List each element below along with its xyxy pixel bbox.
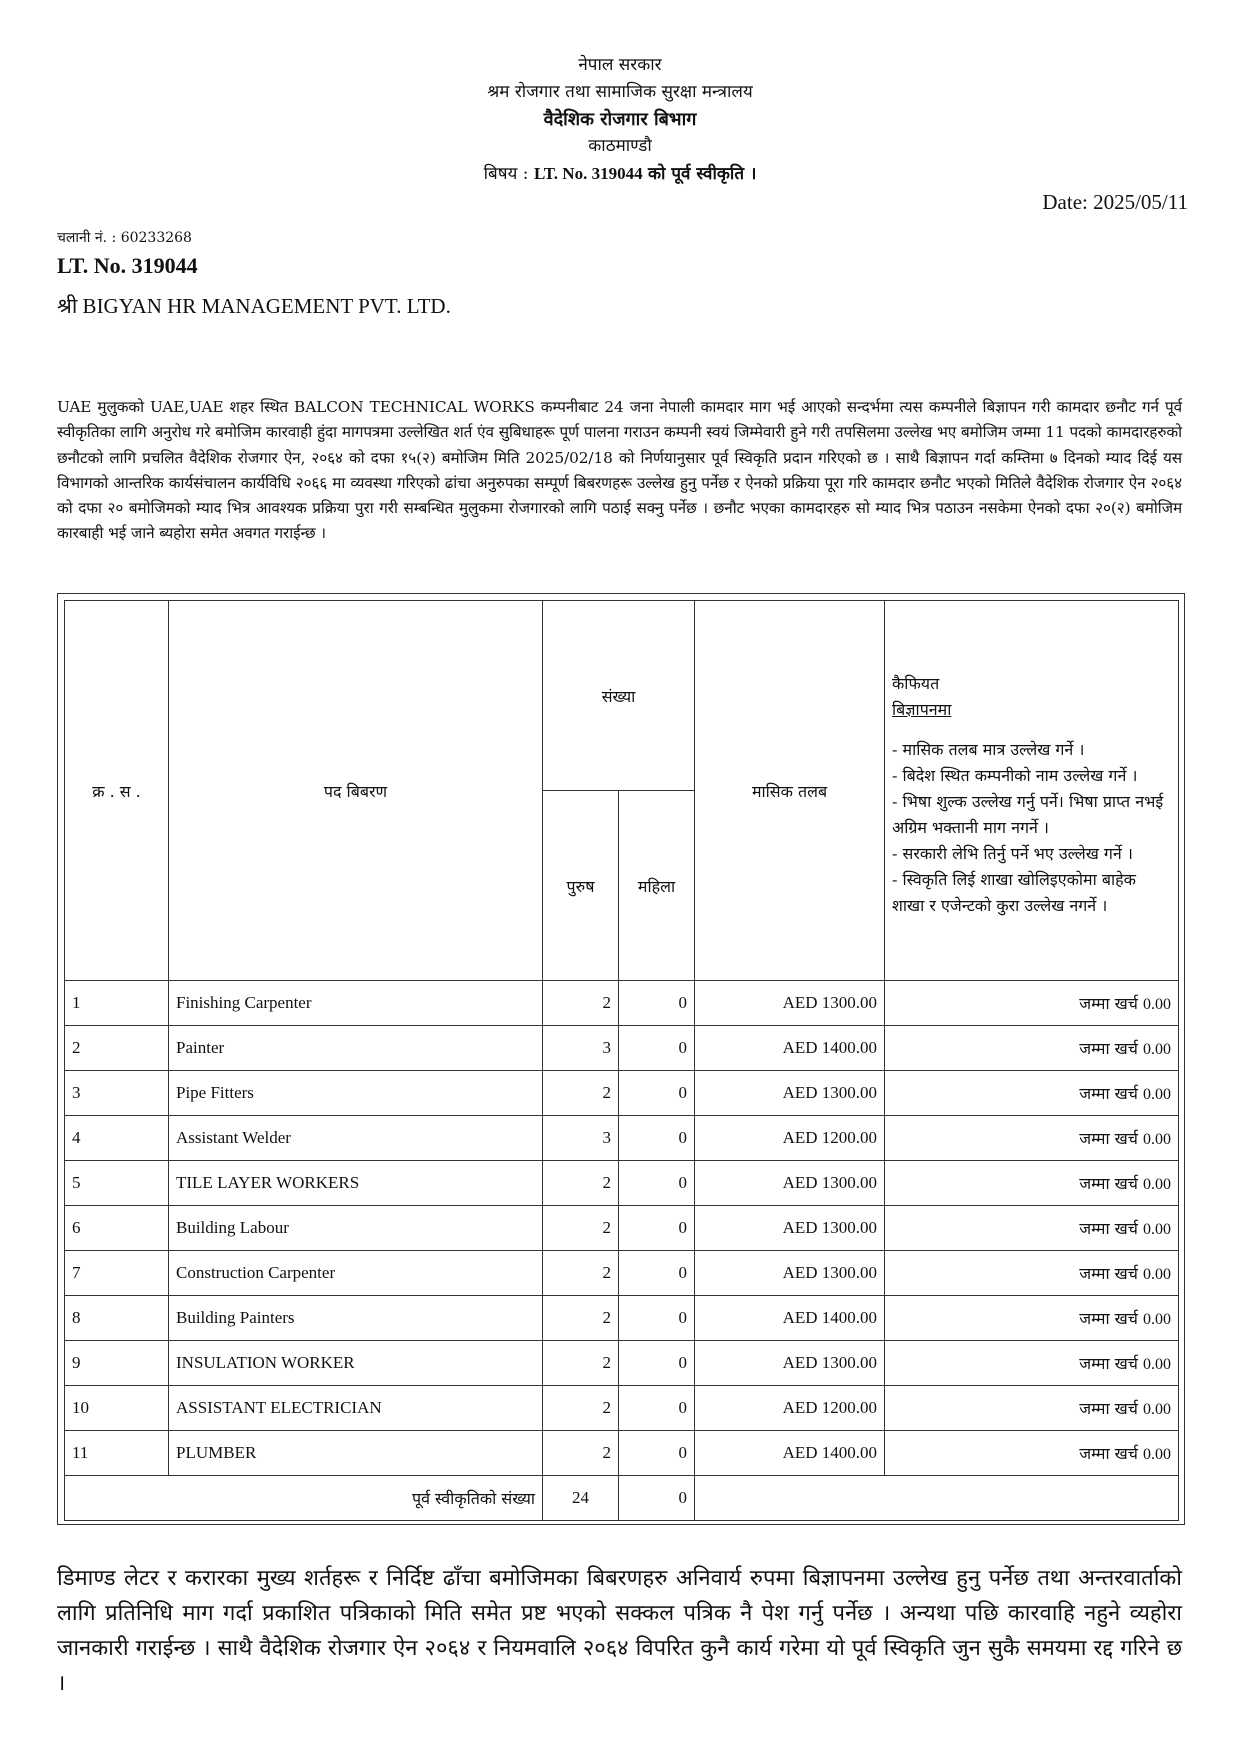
remark-label: जम्मा खर्च (1079, 1399, 1138, 1418)
row-female-count: 0 (619, 1206, 695, 1251)
government-name: नेपाल सरकार (578, 55, 662, 75)
remark-label: जम्मा खर्च (1079, 1444, 1138, 1463)
letter-date: Date: 2025/05/11 (1042, 190, 1188, 214)
remark-amount: 0.00 (1143, 1311, 1172, 1328)
row-female-count: 0 (619, 1296, 695, 1341)
subject-prefix: बिषय : (483, 164, 529, 184)
row-salary: AED 1300.00 (695, 1206, 885, 1251)
row-position: Building Labour (169, 1206, 543, 1251)
remark-amount: 0.00 (1143, 1221, 1172, 1238)
row-salary: AED 1300.00 (695, 1251, 885, 1296)
row-female-count: 0 (619, 1341, 695, 1386)
remark-label: जम्मा खर्च (1079, 1039, 1138, 1058)
remarks-note: - भिषा शुल्क उल्लेख गर्नु पर्ने। भिषा प्राप्त नभई अग्रिम भक्तानी माग नगर्ने । (892, 791, 1164, 837)
row-male-count: 2 (543, 1071, 619, 1116)
header-salary: मासिक तलब (695, 601, 885, 981)
remark-label: जम्मा खर्च (1079, 994, 1138, 1013)
remark-amount: 0.00 (1143, 1401, 1172, 1418)
table-row (65, 1386, 1179, 1431)
table-row (65, 1206, 1179, 1251)
row-salary: AED 1200.00 (695, 1116, 885, 1161)
row-position: TILE LAYER WORKERS (169, 1161, 543, 1206)
demand-table (64, 600, 1179, 1521)
row-salary: AED 1400.00 (695, 1026, 885, 1071)
remark-label: जम्मा खर्च (1079, 1354, 1138, 1373)
table-total-row (65, 1476, 1179, 1521)
remark-label: जम्मा खर्च (1079, 1084, 1138, 1103)
footer-paragraph: डिमाण्ड लेटर र करारका मुख्य शर्तहरू र निर्दिष्ट ढाँचा बमोजिमका बिबरणहरु अनिवार्य रुपमा बिज्ञापनमा उल्लेख हुनु पर्नेछ तथा अन्तरवार्ताको लागि प्रतिनिधि माग गर्दा प्रकाशित पत्रिकाको मिति समेत प्रष्ट भएको सक्कल पत्रिक नै पेश गर्नु पर्नेछ । अन्यथा पछि कारवाहि नहुने व्यहोरा जानकारी गराईन्छ । साथै वैदेशिक रोजगार ऐन २०६४ र नियमवालि २०६४ विपरित कुनै कार्य गरेमा यो पूर्व स्विकृति जुन सुकै समयमा रद्द गरिने छ । (57, 1566, 1182, 1696)
row-female-count: 0 (619, 1251, 695, 1296)
row-serial: 4 (65, 1116, 169, 1161)
row-remark (885, 1206, 1179, 1251)
row-serial: 3 (65, 1071, 169, 1116)
total-label: पूर्व स्वीकृतिको संख्या (65, 1476, 543, 1521)
remark-label: जम्मा खर्च (1079, 1309, 1138, 1328)
remarks-notes (892, 737, 1171, 919)
total-empty-cell (695, 1476, 1179, 1521)
row-position: Construction Carpenter (169, 1251, 543, 1296)
header-male: पुरुष (543, 791, 619, 981)
row-male-count: 2 (543, 1386, 619, 1431)
row-remark (885, 1341, 1179, 1386)
row-male-count: 2 (543, 1431, 619, 1476)
row-female-count: 0 (619, 1026, 695, 1071)
demand-table-frame (57, 593, 1185, 1525)
table-row (65, 1116, 1179, 1161)
row-remark (885, 1116, 1179, 1161)
row-salary: AED 1300.00 (695, 1341, 885, 1386)
city-name: काठमाण्डौ (588, 136, 652, 156)
row-remark (885, 1251, 1179, 1296)
row-salary: AED 1300.00 (695, 981, 885, 1026)
recipient-name: श्री BIGYAN HR MANAGEMENT PVT. LTD. (57, 294, 451, 318)
subject-suffix: को पूर्व स्वीकृति । (648, 164, 757, 184)
row-salary: AED 1300.00 (695, 1071, 885, 1116)
row-serial: 1 (65, 981, 169, 1026)
row-position: PLUMBER (169, 1431, 543, 1476)
total-male: 24 (543, 1476, 619, 1521)
row-serial: 9 (65, 1341, 169, 1386)
remark-amount: 0.00 (1143, 996, 1172, 1013)
row-remark (885, 1026, 1179, 1071)
row-remark (885, 1071, 1179, 1116)
row-female-count: 0 (619, 1386, 695, 1431)
header-count: संख्या (543, 601, 695, 791)
row-male-count: 2 (543, 1206, 619, 1251)
remark-amount: 0.00 (1143, 1176, 1172, 1193)
row-remark (885, 981, 1179, 1026)
row-serial: 8 (65, 1296, 169, 1341)
remarks-note: - स्विकृति लिई शाखा खोलिइएकोमा बाहेक शाखा र एजेन्टको कुरा उल्लेख नगर्ने । (892, 869, 1136, 915)
row-male-count: 2 (543, 1296, 619, 1341)
dispatch-number: चलानी नं. : 60233268 (57, 230, 192, 246)
table-header-row (65, 601, 1179, 791)
row-male-count: 3 (543, 1116, 619, 1161)
row-position: INSULATION WORKER (169, 1341, 543, 1386)
table-row (65, 981, 1179, 1026)
row-remark (885, 1431, 1179, 1476)
department-name: वैदेशिक रोजगार बिभाग (543, 109, 697, 130)
table-row (65, 1026, 1179, 1071)
row-position: Painter (169, 1026, 543, 1071)
row-position: Assistant Welder (169, 1116, 543, 1161)
table-row (65, 1296, 1179, 1341)
row-salary: AED 1400.00 (695, 1431, 885, 1476)
row-serial: 7 (65, 1251, 169, 1296)
table-row (65, 1431, 1179, 1476)
row-salary: AED 1400.00 (695, 1296, 885, 1341)
row-remark (885, 1296, 1179, 1341)
row-position: Finishing Carpenter (169, 981, 543, 1026)
row-serial: 5 (65, 1161, 169, 1206)
row-female-count: 0 (619, 1071, 695, 1116)
row-position: ASSISTANT ELECTRICIAN (169, 1386, 543, 1431)
header-serial: क्र . स . (65, 601, 169, 981)
row-male-count: 2 (543, 1161, 619, 1206)
letter-header (0, 52, 1240, 188)
row-remark (885, 1161, 1179, 1206)
remarks-note: - मासिक तलब मात्र उल्लेख गर्ने । (892, 739, 1085, 759)
remark-amount: 0.00 (1143, 1356, 1172, 1373)
row-female-count: 0 (619, 1116, 695, 1161)
remark-label: जम्मा खर्च (1079, 1264, 1138, 1283)
row-serial: 11 (65, 1431, 169, 1476)
remarks-subtitle: बिज्ञापनमा (892, 699, 952, 719)
remark-label: जम्मा खर्च (1079, 1219, 1138, 1238)
row-serial: 2 (65, 1026, 169, 1071)
ministry-name: श्रम रोजगार तथा सामाजिक सुरक्षा मन्त्रालय (487, 82, 753, 102)
table-row (65, 1161, 1179, 1206)
table-row (65, 1071, 1179, 1116)
table-row (65, 1251, 1179, 1296)
remark-amount: 0.00 (1143, 1131, 1172, 1148)
remark-amount: 0.00 (1143, 1041, 1172, 1058)
row-male-count: 2 (543, 1341, 619, 1386)
remark-amount: 0.00 (1143, 1446, 1172, 1463)
table-row (65, 1341, 1179, 1386)
remark-amount: 0.00 (1143, 1086, 1172, 1103)
remarks-note: - बिदेश स्थित कम्पनीको नाम उल्लेख गर्ने । (892, 765, 1138, 785)
row-serial: 10 (65, 1386, 169, 1431)
header-position: पद बिबरण (169, 601, 543, 981)
row-salary: AED 1200.00 (695, 1386, 885, 1431)
subject-line (0, 160, 1240, 188)
total-female: 0 (619, 1476, 695, 1521)
subject-lt-number: LT. No. 319044 (533, 164, 643, 183)
remark-amount: 0.00 (1143, 1266, 1172, 1283)
row-position: Pipe Fitters (169, 1071, 543, 1116)
row-salary: AED 1300.00 (695, 1161, 885, 1206)
remark-label: जम्मा खर्च (1079, 1174, 1138, 1193)
row-female-count: 0 (619, 981, 695, 1026)
remark-label: जम्मा खर्च (1079, 1129, 1138, 1148)
row-serial: 6 (65, 1206, 169, 1251)
lt-number: LT. No. 319044 (57, 253, 198, 278)
header-remarks (885, 601, 1179, 981)
remarks-note: - सरकारी लेभि तिर्नु पर्ने भए उल्लेख गर्ने । (892, 843, 1133, 863)
row-remark (885, 1386, 1179, 1431)
remarks-title: कैफियत (892, 673, 940, 693)
row-male-count: 2 (543, 981, 619, 1026)
row-male-count: 3 (543, 1026, 619, 1071)
row-female-count: 0 (619, 1161, 695, 1206)
intro-paragraph: UAE मुलुकको UAE,UAE शहर स्थित BALCON TECHNICAL WORKS कम्पनीबाट 24 जना नेपाली कामदार माग भई आएको सन्दर्भमा त्यस कम्पनीले बिज्ञापन गरी कामदार छनौट गर्न पूर्व स्वीकृतिका लागि अनुरोध गरे बमोजिम कारवाही हुंदा मागपत्रमा उल्लेखित शर्त एंव सुबिधाहरू पूर्ण पालना गराउन कम्पनी स्वयं जिम्मेवारी हुने गरी तपसिलमा उल्लेख भए बमोजिम जम्मा 11 पदको कामदारहरुको छनौटको लागि प्रचलित वैदेशिक रोजगार ऐन, २०६४ को दफा १५(२) बमोजिम मिति 2025/02/18 को निर्णयानुसार पूर्व स्विकृति प्रदान गरिएको छ । साथै बिज्ञापन गर्दा कम्तिमा ७ दिनको म्याद दिई यस विभागको आन्तरिक कार्यसंचालन कार्यविधि २०६६ मा व्यवस्था गरिएको ढांचा अनुरुपका सम्पूर्ण बिबरणहरू उल्लेख हुनु पर्नेछ र ऐनको प्रक्रिया पूरा गरि कामदार छनौट भएको मितिले वैदेशिक रोजगार ऐन २०६४ को दफा २० बमोजिमको म्याद भित्र आवश्यक प्रक्रिया पुरा गरी सम्बन्धित मुलुकमा रोजगारको लागि पठाई सक्नु पर्नेछ । छनौट भएका कामदारहरु सो म्याद भित्र पठाउन नसकेमा ऐनको दफा २०(२) बमोजिम कारबाही भई जाने ब्यहोरा समेत अवगत गराईन्छ । (57, 398, 1182, 543)
row-male-count: 2 (543, 1251, 619, 1296)
row-position: Building Painters (169, 1296, 543, 1341)
header-female: महिला (619, 791, 695, 981)
row-female-count: 0 (619, 1431, 695, 1476)
